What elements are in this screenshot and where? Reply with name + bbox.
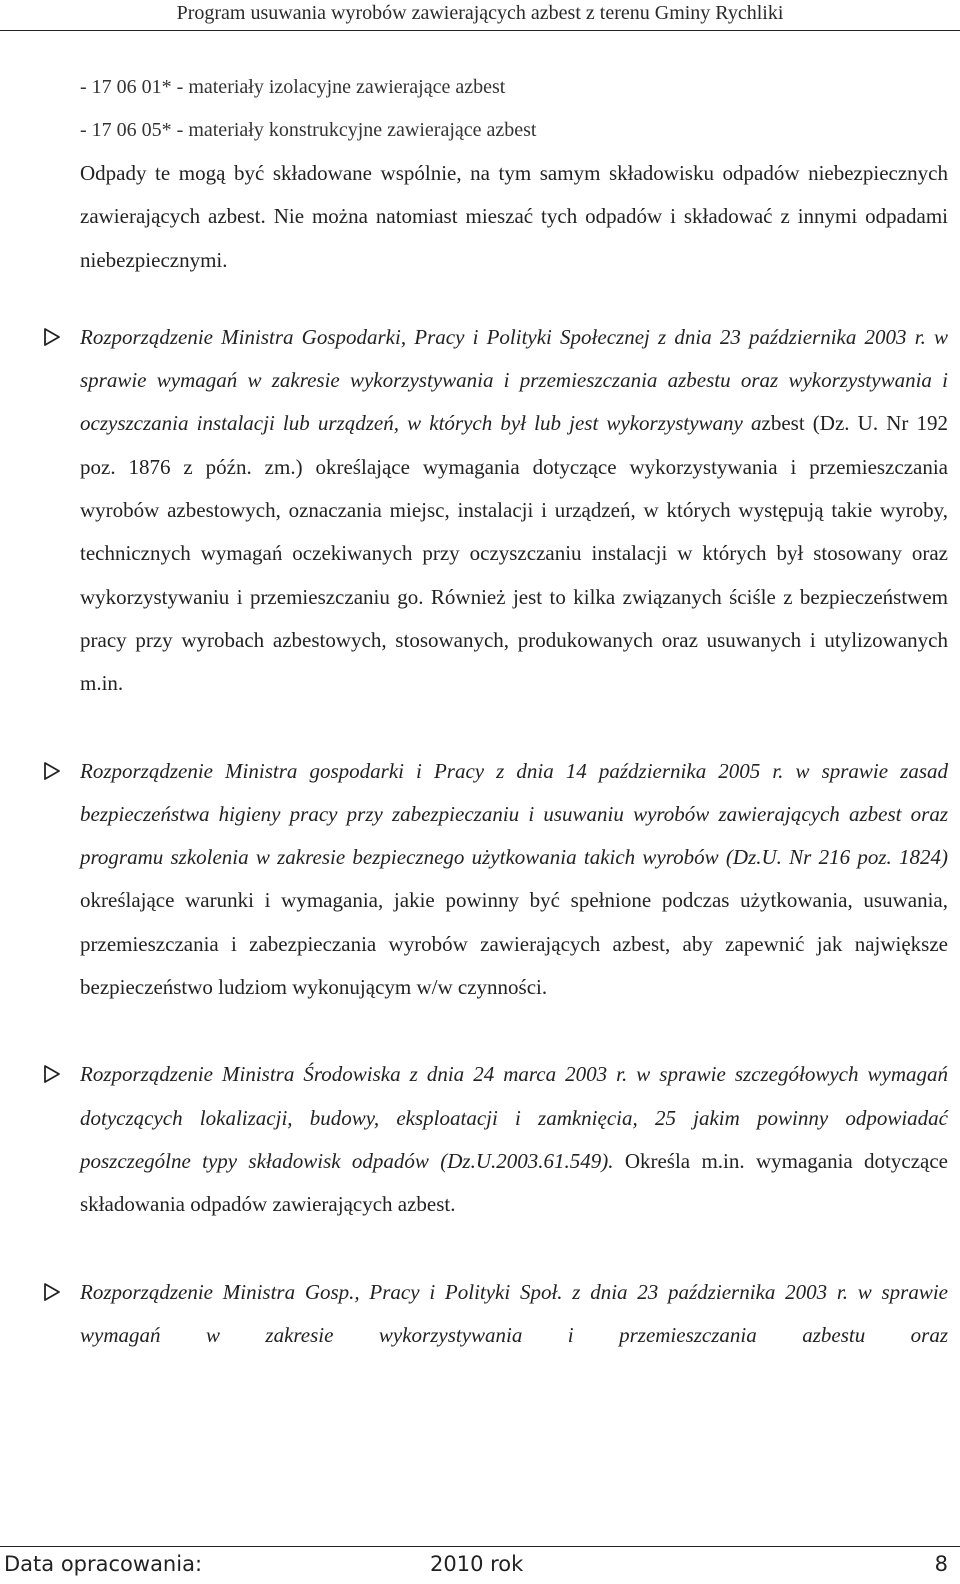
footer-year: 2010 rok: [430, 1552, 524, 1576]
regulation-item-1: [80, 316, 948, 706]
regulation-text-2: [80, 750, 948, 1010]
document-title: Program usuwania wyrobów zawierających azbest z terenu Gminy Rychliki: [176, 2, 784, 24]
page-header: [0, 0, 960, 30]
arrow-bullet-icon: [42, 761, 62, 781]
footer-divider: [0, 1546, 960, 1547]
regulation-item-4: [80, 1271, 948, 1358]
regulation-text-3: [80, 1053, 948, 1226]
waste-code-line-1: - 17 06 01* - materiały izolacyjne zawierające azbest: [80, 76, 506, 98]
page-number: 8: [934, 1552, 948, 1576]
regulation-item-3: [80, 1053, 948, 1226]
regulation-title-1: Rozporządzenie Ministra Gospodarki, Pracy i Polityki Społecznej z dnia 23 października 2003 r. w sprawie wymagań w zakresie wykorzystywania i przemieszczania azbestu oraz wykorzystywania i oczyszczania instalacji lub urządzeń, w których był lub jest wykorzystywany a: [80, 324, 948, 436]
header-divider: [0, 30, 960, 31]
page-content: [80, 66, 948, 1357]
regulation-description-2: określające warunki i wymagania, jakie powinny być spełnione podczas użytkowania, usuwania, przemieszczania i zabezpieczania wyrobów zawierających azbest, aby zapewnić jak największe bezpieczeństwo ludziom wykonującym w/w czynności.: [80, 888, 948, 1000]
arrow-bullet-icon: [42, 1064, 62, 1084]
page-footer: [0, 1550, 960, 1580]
footer-date-label: Data opracowania:: [4, 1552, 203, 1576]
waste-code-line-2: - 17 06 05* - materiały konstrukcyjne zawierające azbest: [80, 119, 537, 141]
regulation-description-3: Określa m.in. wymagania dotyczące składowania odpadów zawierających azbest.: [80, 1148, 949, 1217]
regulation-title-3: Rozporządzenie Ministra Środowiska z dnia 24 marca 2003 r. w sprawie szczegółowych wymagań dotyczących lokalizacji, budowy, eksploatacji i zamknięcia, 25 jakim powinny odpowiadać poszczególne typy składowisk odpadów (Dz.U.2003.61.549).: [80, 1062, 948, 1173]
arrow-bullet-icon: [42, 1282, 62, 1302]
regulation-description-1: zbest (Dz. U. Nr 192 poz. 1876 z późn. zm.) określające wymagania dotyczące wykorzystywania i przemieszczania wyrobów azbestowych, oznaczania miejsc, instalacji i urządzeń, w których występują takie wyroby, technicznych wymagań oczekiwanych przy oczyszczaniu instalacji w których był stosowany oraz wykorzystywaniu i przemieszczaniu go. Również jest to kilka związanych ściśle z bezpieczeństwem pracy przy wyrobach azbestowych, stosowanych, produkowanych oraz usuwanych i utylizowanych m.in.: [80, 411, 949, 696]
arrow-bullet-icon: [42, 327, 62, 347]
regulation-title-4: Rozporządzenie Ministra Gosp., Pracy i Polityki Społ. z dnia 23 października 2003 r. w sprawie wymagań w zakresie wykorzystywania i przemieszczania azbestu oraz: [80, 1279, 948, 1347]
storage-paragraph: Odpady te mogą być składowane wspólnie, na tym samym składowisku odpadów niebezpiecznych zawierających azbest. Nie można natomiast mieszać tych odpadów i składować z innymi odpadami niebezpiecznymi.: [80, 161, 948, 272]
regulation-text-1: [80, 316, 948, 706]
regulation-item-2: [80, 750, 948, 1010]
regulation-title-2: Rozporządzenie Ministra gospodarki i Pracy z dnia 14 października 2005 r. w sprawie zasad bezpieczeństwa higieny pracy przy zabezpieczaniu i usuwaniu wyrobów zawierających azbest oraz programu szkolenia w zakresie bezpiecznego użytkowania takich wyrobów (Dz.U. Nr 216 poz. 1824): [80, 758, 948, 870]
